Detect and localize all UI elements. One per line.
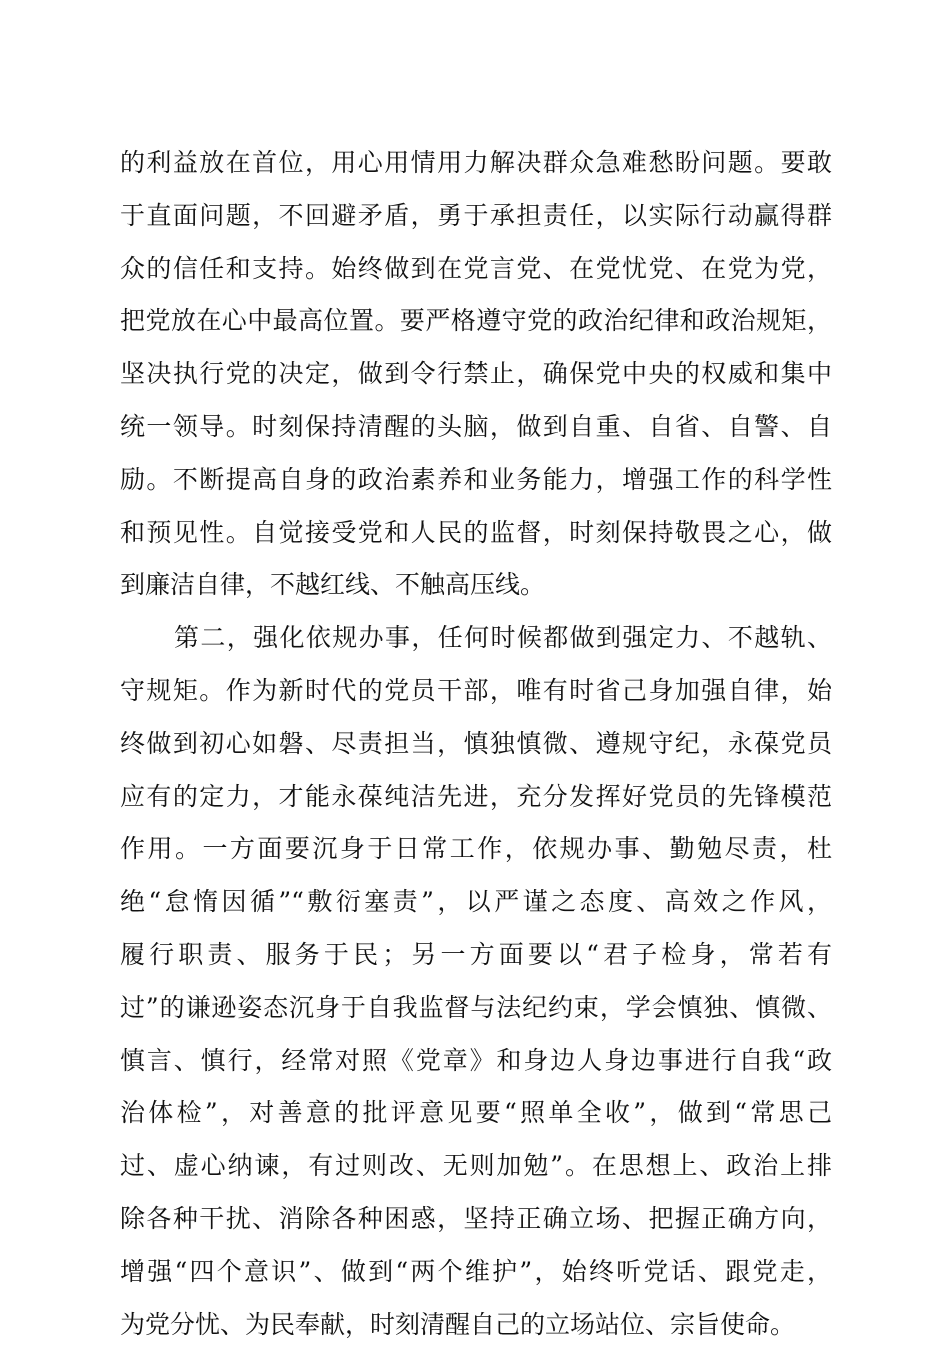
- paragraph-1-line-3: 众的信任和支持。始终做到在党言党、在党忧党、在党为党，: [120, 253, 832, 283]
- paragraph-1-line-6: 统一领导。时刻保持清醒的头脑，做到自重、自省、自警、自: [120, 411, 832, 441]
- paragraph-2-line-2: 守规矩。作为新时代的党员干部，唯有时省己身加强自律，始: [120, 675, 832, 705]
- paragraph-2-line-1: 第二，强化依规办事，任何时候都做到强定力、不越轨、: [174, 623, 832, 653]
- paragraph-2-line-5: 作用。一方面要沉身于日常工作，依规办事、勤勉尽责，杜: [120, 834, 832, 864]
- paragraph-2-line-9: 慎言、慎行，经常对照《党章》和身边人身边事进行自我“政: [120, 1045, 832, 1075]
- paragraph-2-line-10: 治体检”，对善意的批评意见要“照单全收”，做到“常思己: [120, 1098, 832, 1128]
- paragraph-1-line-4: 把党放在心中最高位置。要严格遵守党的政治纪律和政治规矩，: [120, 306, 832, 336]
- paragraph-2-line-7: 履行职责、服务于民；另一方面要以“君子检身，常若有: [120, 939, 832, 969]
- paragraph-1-line-9: 到廉洁自律，不越红线、不触高压线。: [120, 570, 546, 600]
- paragraph-2-line-13: 增强“四个意识”、做到“两个维护”，始终听党话、跟党走，: [120, 1256, 832, 1286]
- paragraph-1-line-1: 的利益放在首位，用心用情用力解决群众急难愁盼问题。要敢: [120, 148, 832, 177]
- paragraph-1-line-8: 和预见性。自觉接受党和人民的监督，时刻保持敬畏之心，做: [120, 517, 832, 547]
- paragraph-2-line-3: 终做到初心如磐、尽责担当，慎独慎微、遵规守纪，永葆党员: [120, 728, 832, 758]
- paragraph-1-line-7: 励。不断提高自身的政治素养和业务能力，增强工作的科学性: [120, 464, 832, 494]
- paragraph-1-line-5: 坚决执行党的决定，做到令行禁止，确保党中央的权威和集中: [120, 359, 832, 389]
- paragraph-2-line-12: 除各种干扰、消除各种困惑，坚持正确立场、把握正确方向，: [120, 1203, 832, 1233]
- paragraph-2-line-14: 为党分忧、为民奉献，时刻清醒自己的立场站位、宗旨使命。: [120, 1309, 796, 1339]
- paragraph-1-line-2: 于直面问题，不回避矛盾，勇于承担责任，以实际行动赢得群: [120, 200, 832, 230]
- body-text: [120, 137, 832, 1351]
- paragraph-2-line-11: 过、虚心纳谏，有过则改、无则加勉”。在思想上、政治上排: [120, 1151, 832, 1181]
- paragraph-2-line-4: 应有的定力，才能永葆纯洁先进，充分发挥好党员的先锋模范: [120, 781, 832, 811]
- paragraph-2-line-6: 绝“怠惰因循”“敷衍塞责”，以严谨之态度、高效之作风，: [120, 887, 832, 917]
- paragraph-2-line-8: 过”的谦逊姿态沉身于自我监督与法纪约束，学会慎独、慎微、: [120, 992, 832, 1022]
